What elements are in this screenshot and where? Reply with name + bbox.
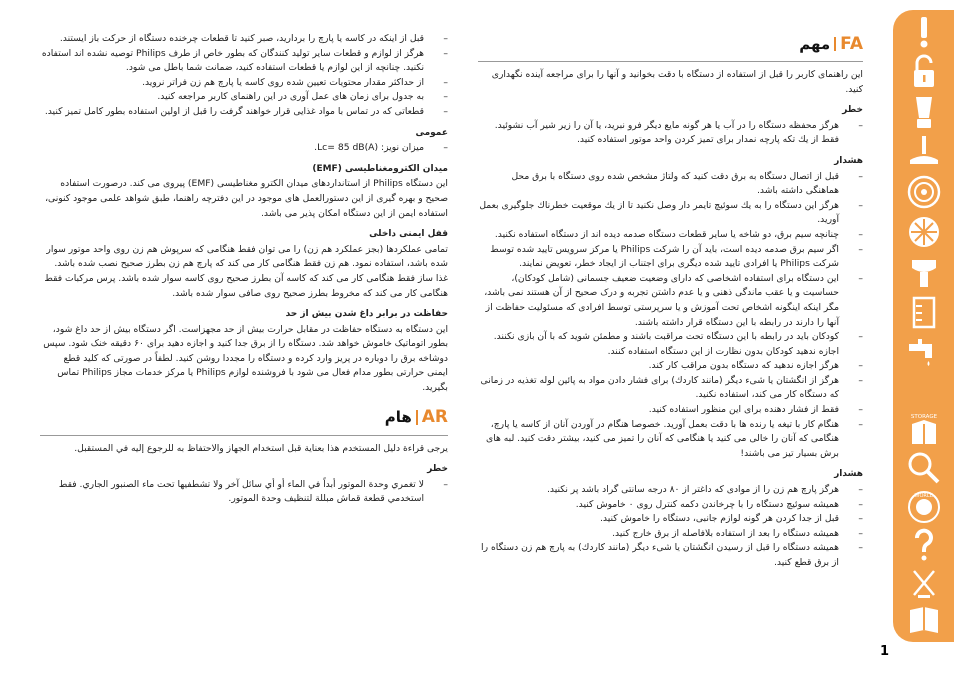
fa-warning-heading: هشدار: [834, 155, 863, 166]
list-item: – قطعاتی که در تماس با مواد غذایی قرار خواهند گرفت را قبل از اولین استفاده بطور کامل تمیز کنید.: [40, 105, 448, 120]
fa-language-code: FA: [834, 37, 863, 52]
question-mark-icon: [904, 525, 944, 565]
warning-exclamation-icon: [904, 12, 944, 52]
fa-section: [478, 32, 863, 571]
list-item: – لا تغمري وحدة الموتور أبداً في الماء أو أي سائل آخر ولا تشطفيها تحت ماء الصنبور الجاري. فقط استخدمي قطعة قماش مبللة لتنظيف وحدة الموتور.: [40, 478, 448, 507]
fa-danger-list: [478, 119, 863, 148]
world-environment-icon: [904, 487, 944, 527]
fa-overheat-heading: حفاظت در برابر داغ شدن بیش از حد: [285, 309, 448, 320]
knife-blade-icon: [904, 132, 944, 172]
list-item: – همیشه سوئیچ دستگاه را با چرخاندن دکمه کنترل روی ٠ خاموش کنید.: [478, 498, 863, 513]
list-item: – این دستگاه برای استفاده اشخاصی که دارای وضعیت ضعیف جسمانی (شامل کودکان)، حساسیت و یا عقب ماندگی ذهنی و یا عدم داشتن تجربه و درک صحیح از آن هستند نمی باشد، مگر اینکه اینگونه اشخاص تحت آموزش و یا سرپرستی توسط افرادی که مسئولیت حفاظت از آنها را دارند در رابطه با این دستگاه قرار داشته باشند.: [478, 272, 863, 330]
fa-general-list: [40, 141, 448, 156]
page-number: 1: [880, 644, 890, 659]
ar-header-rule: [40, 435, 448, 436]
fa-warning-list: [478, 170, 863, 462]
ar-danger-list: [40, 478, 448, 507]
chopper-icon: [904, 252, 944, 292]
disposal-cross-icon: [904, 563, 944, 603]
fa-safety-lock-heading: قفل ایمنی داخلی: [369, 229, 448, 240]
list-item: – فقط از فشار دهنده برای این منظور استفاده كنید.: [478, 403, 863, 418]
list-item: – هرگز از لوازم و قطعات سایر تولید كنندگان كه بطور خاص از طرف Philips توصیه نشده اند استفاده نكنید. چنانچه از این لوازم یا قطعات استفاده كنید، ضمانت شما باطل می شود.: [40, 47, 448, 76]
list-item: – هرگز محفظه دستگاه را در آب یا هر گونه مایع دیگر فرو نبرید، یا آن را زیر شیر آب نشوئید. فقط از یك تكه پارچه نمدار برای تمیز كردن واحد موتور استفاده كنید.: [478, 119, 863, 148]
list-item: – هرگز این دستگاه را به یك سوئیچ تایمر دار وصل نكنید تا از یك موقعیت خطرناك جلوگیری بعمل آورید.: [478, 199, 863, 228]
list-item: – همیشه دستگاه را بعد از استفاده بلافاصله از برق خارج كنید.: [478, 527, 863, 542]
list-item: – اگر سیم برق صدمه دیده است، باید آن را شرکت Philips یا مرکز سرویس تایید شده توسط شرکت Philips یا افرادی تایید شده دیگری برای اجتناب از ایجاد خطر، تعویض نمایند.: [478, 243, 863, 272]
measuring-jug-icon: [904, 292, 944, 332]
list-item: – قبل از اینكه در كاسه یا پارچ را بردارید، صبر كنید تا قطعات چرخنده دستگاه از حركت باز ایستند.: [40, 32, 448, 47]
list-item: – هرگز از انگشتان یا شیء دیگر (مانند كاردك) برای فشار دادن مواد به پائین لوله تغذیه در زمانی كه دستگاه كار می كند، استفاده نكنید.: [478, 374, 863, 403]
fa-caution-list: [478, 483, 863, 571]
list-item: – هرگز پارچ هم زن را از موادی که داغتر از ۸۰ درجه سانتی گراد باشد پر نکنید.: [478, 483, 863, 498]
recipe-book-icon: [904, 600, 944, 640]
fa-language-header: [478, 32, 863, 56]
fa-header-rule: [478, 61, 863, 62]
magnifying-glass-icon: [904, 448, 944, 488]
list-item: – همیشه دستگاه را قبل از رسیدن انگشتان یا شیء دیگر (مانند كاردك) به پارچ هم زن دستگاه را از برق قطع كنید.: [478, 541, 863, 570]
fa-overheat-text: این دستگاه به دستگاه حفاظت در مقابل حرارت بیش از حد مجهزاست. اگر دستگاه بیش از حد داغ شود، بطور اتوماتیک خاموش خواهد شد. دستگاه را از برق جدا کنید و اجازه دهید برای ۶۰ دقیقه خنک شود. سپس دوشاخه برق را دوباره در پریز وارد کرده و دستگاه را مجددا روشن کنید. لطفاً در صورتی که کلید قطع ایمنی حرارتی بطور مدام فعال می شود با فروشنده لوازم Philips یا مرکز خدمات مجاز Philips تماس بگیرید.: [43, 323, 448, 394]
world-label: WORLD: [914, 493, 934, 499]
list-item: – چنانچه سیم برق، دو شاخه یا سایر قطعات دستگاه صدمه دیده اند از دستگاه استفاده نكنید.: [478, 228, 863, 243]
list-item: – میزان نویز: Lc= 85 dB(A).: [40, 141, 448, 156]
fa-intro-text: این راهنمای کاربر را قبل از استفاده از دستگاه با دقت بخوانید و آنها را برای مراجعه آینده نگهداری کنید.: [491, 69, 863, 95]
slicing-disc-icon: [904, 172, 944, 212]
fa-caution-heading: هشدار: [834, 469, 863, 480]
citrus-fruit-icon: [904, 212, 944, 252]
fa-emf-heading: میدان الکترومغناطیسی (EMF): [312, 163, 448, 174]
fa-emf-text: این دستگاه Philips از استانداردهای میدان الکترو مغناطیسی (EMF) پیروی می کند. درصورت استفاده صحیح و بهره گیری از این دستورالعمل های موجود در این دفترچه راهنما، طبق شواهد علمی موجود کنونی، استفاده ایمن از این دستگاه امکان پذیر می باشد.: [45, 178, 448, 219]
fa-danger-heading: خطر: [842, 105, 863, 116]
list-item: – قبل از اتصال دستگاه به برق دقت کنید که ولتاژ مشخص شده روی دستگاه با برق محل هماهنگی داشته باشد.: [478, 170, 863, 199]
list-item: – از حداکثر مقدار محتویات تعیین شده روی کاسه یا پارچ هم زن فراتر نروید.: [40, 76, 448, 91]
storage-label: STORAGE: [910, 414, 938, 420]
fa-important-title: مهم: [799, 34, 831, 53]
fa-general-heading: عمومی: [415, 127, 448, 138]
fa-safety-lock-text: تمامی عملکردها (بجز عملکرد هم زن) را می توان فقط هنگامی که سرپوش هم زن روی واحد موتور سوار شده باشد، استفاده نمود. هم زن فقط هنگامی کار می کند که پارچ هم زن بطرز صحیح نصب شده باشد. غذا ساز فقط هنگامی کار می کند که کاسه آن بطرز صحیح روی کاسه سوار شده باشد. پرس مرکبات فقط هنگامی کار می کند که مخروط بطرز صحیح روی صافی سوار شده باشد.: [44, 243, 448, 299]
unlocked-padlock-icon: [904, 52, 944, 92]
list-item: – کودکان باید در رابطه با این دستگاه تحت مراقبت باشند و مطمئن شوید که با آن بازی نکنند. اجازه ندهید کودکان بدون نظارت از این دستگاه استفاده کنند.: [478, 330, 863, 359]
water-tap-icon: [904, 332, 944, 372]
list-item: – هنگام کار با تیغه یا رنده ها با دقت بعمل آورید. خصوصا هنگام در آوردن آنان از کاسه یا پارچ، هنگامی که آنان را خالی می کنید یا هنگامی که آنان را تمیز می کنید، بیشتر دقت کنید. لبه های برش بسیار تیز می باشند!: [478, 418, 863, 462]
ar-important-title: هام: [384, 408, 412, 427]
list-item: – هرگز اجازه ندهید که دستگاه بدون مراقب كار كند.: [478, 359, 863, 374]
ar-danger-heading: خطر: [427, 464, 448, 475]
storage-box-icon: [904, 410, 944, 450]
ar-language-header: [40, 406, 448, 430]
ar-language-code: AR: [416, 410, 448, 425]
list-item: – قبل از جدا كردن هر گونه لوازم جانبی، دستگاه را خاموش كنید.: [478, 512, 863, 527]
fa-continued-list: [40, 32, 448, 120]
left-column: [40, 32, 448, 507]
ar-intro-text: يرجى قراءة دليل المستخدم هذا بعناية قبل استخدام الجهاز والاحتفاظ به للرجوع إليه في المستقبل.: [74, 442, 448, 454]
blender-jar-icon: [904, 92, 944, 132]
list-item: – به جدول برای زمان های عمل آوری در این راهنمای كاربر مراجعه كنید.: [40, 90, 448, 105]
